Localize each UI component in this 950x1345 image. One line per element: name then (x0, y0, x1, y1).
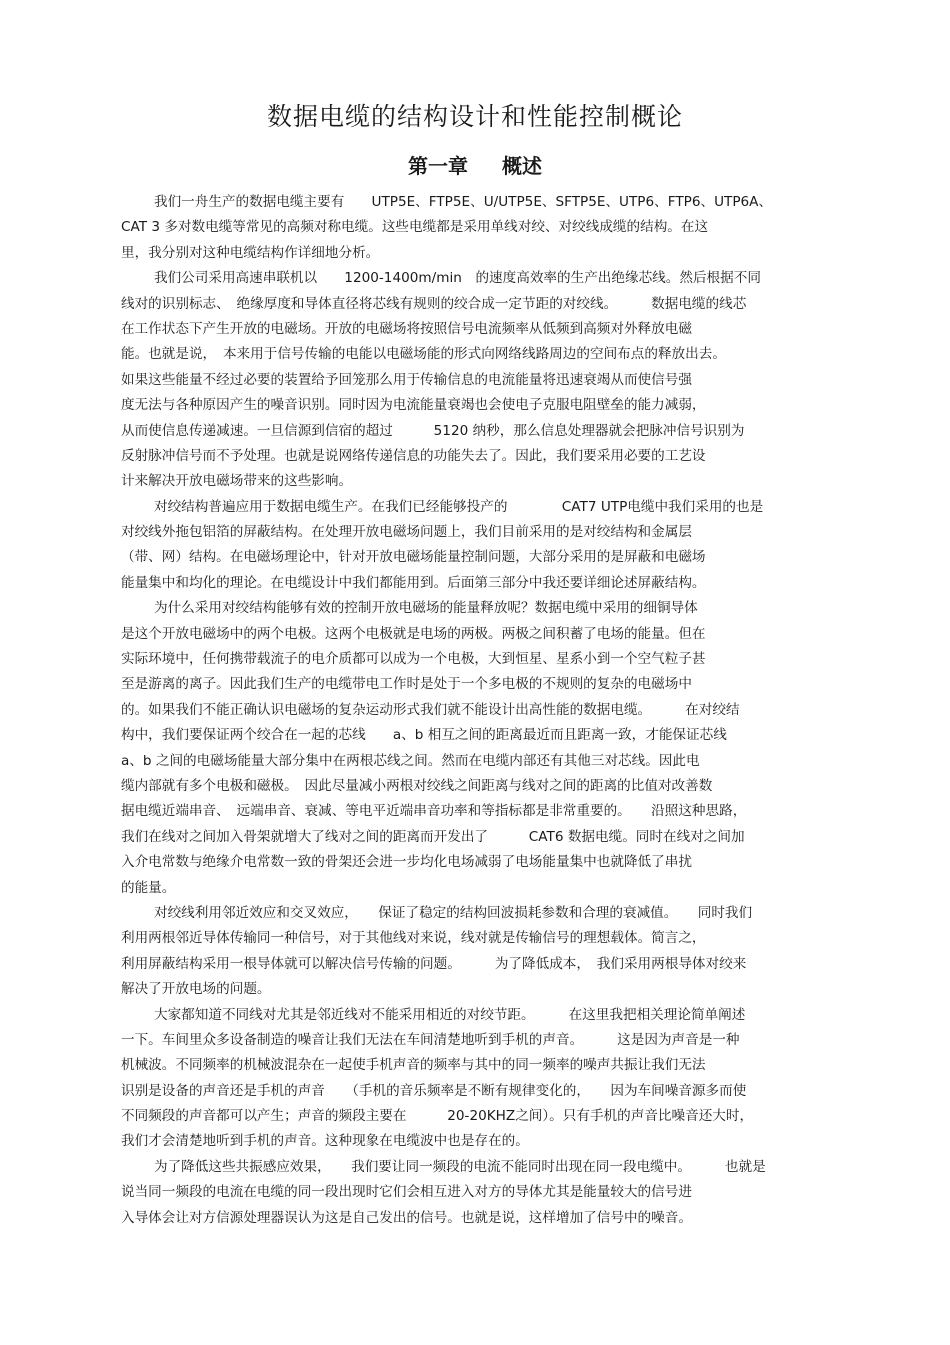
text-line: 对绞结构普遍应用于数据电缆生产。在我们已经能够投产的 CAT7 UTP电缆中我们采用的也是 (154, 498, 764, 515)
text-line: 构中，我们要保证两个绞合在一起的芯线 a、b 相互之间的距离最近而且距离一致，才能保证芯线 (121, 727, 727, 744)
text-line: 计来解决开放电磁场带来的这些影响。 (121, 473, 353, 490)
chapter-name: 概述 (502, 154, 542, 178)
text-line: 不同频段的声音都可以产生；声音的频段主要在 20-20KHZ之间）。只有手机的声音比噪音还大时， (121, 1108, 754, 1125)
text-line: 我们在线对之间加入骨架就增大了线对之间的距离而开发出了 CAT6 数据电缆。同时在线对之间加 (121, 828, 745, 845)
text-line: 对绞线利用邻近效应和交叉效应， 保证了稳定的结构回波损耗参数和合理的衰减值。 同时我们 (154, 904, 753, 921)
text-line: a、b 之间的电磁场能量大部分集中在两根芯线之间。然而在电缆内部还有其他三对芯线。因此电 (121, 752, 700, 769)
text-line: 在工作状态下产生开放的电磁场。开放的电磁场将按照信号电流频率从低频到高频对外释放电磁 (121, 320, 692, 337)
text-line: 如果这些能量不经过必要的装置给予回笼那么用于传输信息的电流能量将迅速衰竭从而使信号强 (121, 371, 692, 388)
text-line: 线对的识别标志、 绝缘厚度和导体直径将芯线有规则的绞合成一定节距的对绞线。 数据电缆的线芯 (121, 295, 747, 312)
chapter-heading (0, 150, 950, 182)
text-line: 入介电常数与绝缘介电常数一致的骨架还会进一步均化电场减弱了电场能量集中也就降低了串扰 (121, 854, 692, 871)
chapter-number: 第一章 (408, 154, 468, 178)
text-line: 缆内部就有多个电极和磁极。 因此尽量减小两根对绞线之间距离与线对之间的距离的比值对改善数 (121, 777, 713, 794)
text-line: 利用屏蔽结构采用一根导体就可以解决信号传输的问题。 为了降低成本， 我们采用两根导体对绞来 (121, 955, 747, 972)
text-line: 据电缆近端串音、 远端串音、衰减、等电平近端串音功率和等指标都是非常重要的。 沿照这种思路， (121, 803, 747, 820)
text-line: 利用两根邻近导体传输同一种信号，对于其他线对来说，线对就是传输信号的理想载体。简言之， (121, 930, 706, 947)
text-line: 对绞线外拖包铝箔的屏蔽结构。在处理开放电磁场问题上，我们目前采用的是对绞结构和金属层 (121, 524, 692, 541)
text-line: 机械波。不同频率的机械波混杂在一起使手机声音的频率与其中的同一频率的噪声共振让我们无法 (121, 1057, 706, 1074)
text-line: 至是游离的离子。因此我们生产的电缆带电工作时是处于一个多电极的不规则的复杂的电磁场中 (121, 676, 692, 693)
text-line: 是这个开放电磁场中的两个电极。这两个电极就是电场的两极。两极之间积蓄了电场的能量。但在 (121, 625, 706, 642)
text-line: （带、网）结构。在电磁场理论中，针对开放电磁场能量控制问题，大部分采用的是屏蔽和电磁场 (121, 549, 706, 566)
text-line: 我们才会清楚地听到手机的声音。这种现象在电缆波中也是存在的。 (121, 1133, 529, 1150)
text-line: 里，我分别对这种电缆结构作详细地分析。 (121, 244, 380, 261)
text-line: 能。也就是说， 本来用于信号传输的电能以电磁场能的形式向网络线路周边的空间布点的释放出去。 (121, 346, 726, 363)
text-line: 的。如果我们不能正确认识电磁场的复杂运动形式我们就不能设计出高性能的数据电缆。 在对绞结 (121, 701, 740, 718)
text-line: 能量集中和均化的理论。在电缆设计中我们都能用到。后面第三部分中我还要详细论述屏蔽结构。 (121, 574, 706, 591)
text-line: 解决了开放电场的问题。 (121, 981, 271, 998)
text-line: 我们公司采用高速串联机以 1200-1400m/min 的速度高效率的生产出绝缘芯线。然后根据不同 (154, 270, 761, 287)
text-line: 大家都知道不同线对尤其是邻近线对不能采用相近的对绞节距。 在这里我把相关理论简单阐述 (154, 1006, 746, 1023)
text-line: 一下。车间里众多设备制造的噪音让我们无法在车间清楚地听到手机的声音。 这是因为声音是一种 (121, 1031, 740, 1048)
text-line: 度无法与各种原因产生的噪音识别。同时因为电流能量衰竭也会使电子克服电阻壁垒的能力减弱， (121, 397, 706, 414)
text-line: 我们一舟生产的数据电缆主要有 UTP5E、FTP5E、U/UTP5E、SFTP5E、UTP6、FTP6、UTP6A、 (154, 194, 773, 210)
text-line: 实际环境中，任何携带载流子的电介质都可以成为一个电极，大到恒星、星系小到一个空气粒子甚 (121, 651, 706, 668)
text-line: CAT 3 多对数电缆等常见的高频对称电缆。这些电缆都是采用单线对绞、对绞线成缆的结构。在这 (121, 219, 709, 236)
text-line: 识别是设备的声音还是手机的声音 （手机的音乐频率是不断有规律变化的， 因为车间噪音源多而使 (121, 1082, 747, 1099)
text-line: 从而使信息传递减速。一旦信源到信宿的超过 5120 纳秒，那么信息处理器就会把脉冲信号识别为 (121, 422, 745, 439)
text-line: 说当同一频段的电流在电缆的同一段出现时它们会相互进入对方的导体尤其是能量较大的信号进 (121, 1184, 692, 1201)
text-line: 的能量。 (121, 879, 176, 896)
text-line: 入导体会让对方信源处理器误认为这是自己发出的信号。也就是说，这样增加了信号中的噪音。 (121, 1209, 692, 1226)
text-line: 为什么采用对绞结构能够有效的控制开放电磁场的能量释放呢？数据电缆中采用的细铜导体 (154, 600, 698, 617)
text-line: 为了降低这些共振感应效果， 我们要让同一频段的电流不能同时出现在同一段电缆中。 也就是 (154, 1158, 766, 1175)
text-line: 反射脉冲信号而不予处理。也就是说网络传递信息的功能失去了。因此，我们要采用必要的工艺设 (121, 447, 706, 464)
document-title: 数据电缆的结构设计和性能控制概论 (266, 102, 683, 131)
document-body (121, 190, 836, 1231)
